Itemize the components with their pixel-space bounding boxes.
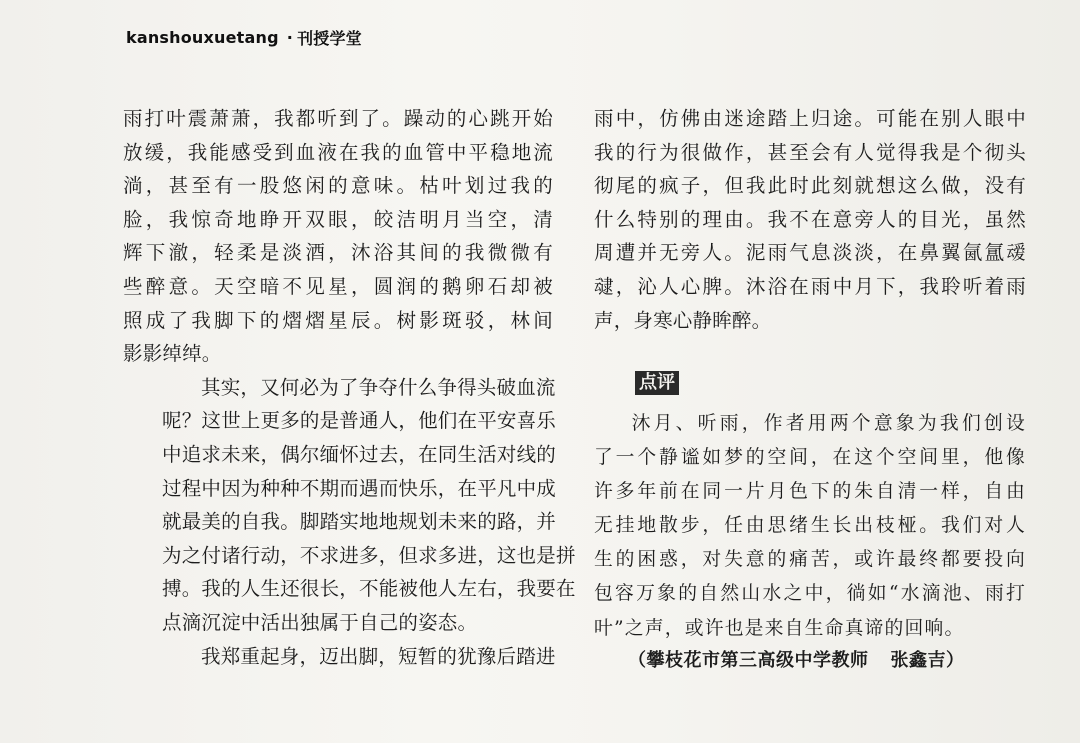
review-line: 无挂地散步，任由思绪生长出枝桠。我们对人 (594, 515, 1026, 537)
text-line: 雨打叶震萧萧，我都听到了。躁动的心跳开始 (123, 107, 553, 130)
text-line: 声，身寒心静眸醉。 (594, 308, 772, 332)
text-line: 放缓，我能感受到血液在我的血管中平稳地流 (123, 140, 553, 164)
review-line: 许多年前在同一片月色下的朱自清一样，自由 (594, 481, 1026, 503)
review-line: 沐月、听雨，作者用两个意象为我们创设 (631, 413, 1026, 434)
text-line: 影影绰绰。 (123, 342, 222, 366)
review-badge: 点评 (635, 371, 679, 395)
text-line: 中追求未来，偶尔缅怀过去，在同生活对线的 (162, 442, 557, 466)
header-brand: kanshouxuetang (126, 27, 279, 47)
text-line: 就最美的自我。脚踏实地地规划未来的路，并 (162, 510, 557, 534)
text-line: 过程中因为种种不期而遇而快乐，在平凡中成 (162, 476, 557, 500)
text-line: 彻尾的疯子，但我此时此刻就想这么做，没有 (594, 174, 1026, 198)
left-column (123, 102, 576, 673)
text-line: 我的行为很做作，甚至会有人觉得我是个彻头 (594, 140, 1026, 164)
text-line: 点滴沉淀中活出独属于自己的姿态。 (162, 610, 478, 634)
review-line: 生的困惑，对失意的痛苦，或许最终都要投向 (594, 549, 1026, 571)
paragraph-2 (123, 371, 576, 640)
text-line: 什么特别的理由。我不在意旁人的目光，虽然 (594, 207, 1026, 231)
header-section-title: 刊授学堂 (297, 28, 362, 48)
text-line: 脸，我惊奇地睁开双眼，皎洁明月当空，清 (123, 207, 553, 231)
signature-affiliation: （攀枝花市第三高级中学教师 (628, 650, 869, 671)
review-line: 叶”之声，或许也是来自生命真谛的回响。 (594, 617, 965, 639)
header-separator: · (286, 27, 294, 47)
text-line: 周遭并无旁人。泥雨气息淡淡，在鼻翼氤氲叆 (594, 241, 1026, 265)
text-line: 呢？这世上更多的是普通人，他们在平安喜乐 (162, 409, 557, 433)
review-line: 包容万象的自然山水之中，徜如“水滴池、雨打 (594, 583, 1026, 605)
text-line: 淌，甚至有一股悠闲的意味。枯叶划过我的 (123, 174, 553, 198)
review-text (594, 407, 1026, 646)
text-line: 照成了我脚下的熠熠星辰。树影斑驳，林间 (123, 308, 553, 332)
review-line: 了一个静谧如梦的空间，在这个空间里，他像 (594, 447, 1026, 469)
text-line: 些醉意。天空暗不见星，圆润的鹅卵石却被 (123, 274, 553, 298)
text-line: 辉下澈，轻柔是淡酒，沐浴其间的我微微有 (123, 241, 553, 265)
paragraph-1 (123, 102, 553, 371)
text-line: 搏。我的人生还很长，不能被他人左右，我要在 (162, 577, 576, 601)
text-line: 我郑重起身，迈出脚，短暂的犹豫后踏进 (201, 644, 556, 668)
text-line: 为之付诸行动，不求进多，但求多进，这也是拼 (162, 543, 576, 567)
text-line: 雨中，仿佛由迷途踏上归途。可能在别人眼中 (594, 107, 1026, 130)
text-line: 其实，又何必为了争夺什么争得头破血流 (201, 375, 556, 399)
paragraph-3 (123, 640, 556, 674)
page-header (126, 26, 362, 48)
signature-name: 张鑫吉） (890, 650, 965, 671)
text-line: 叇，沁人心脾。沐浴在雨中月下，我聆听着雨 (594, 274, 1026, 298)
review-signature (628, 646, 965, 672)
right-column (594, 102, 1026, 337)
review-section (594, 371, 1026, 646)
